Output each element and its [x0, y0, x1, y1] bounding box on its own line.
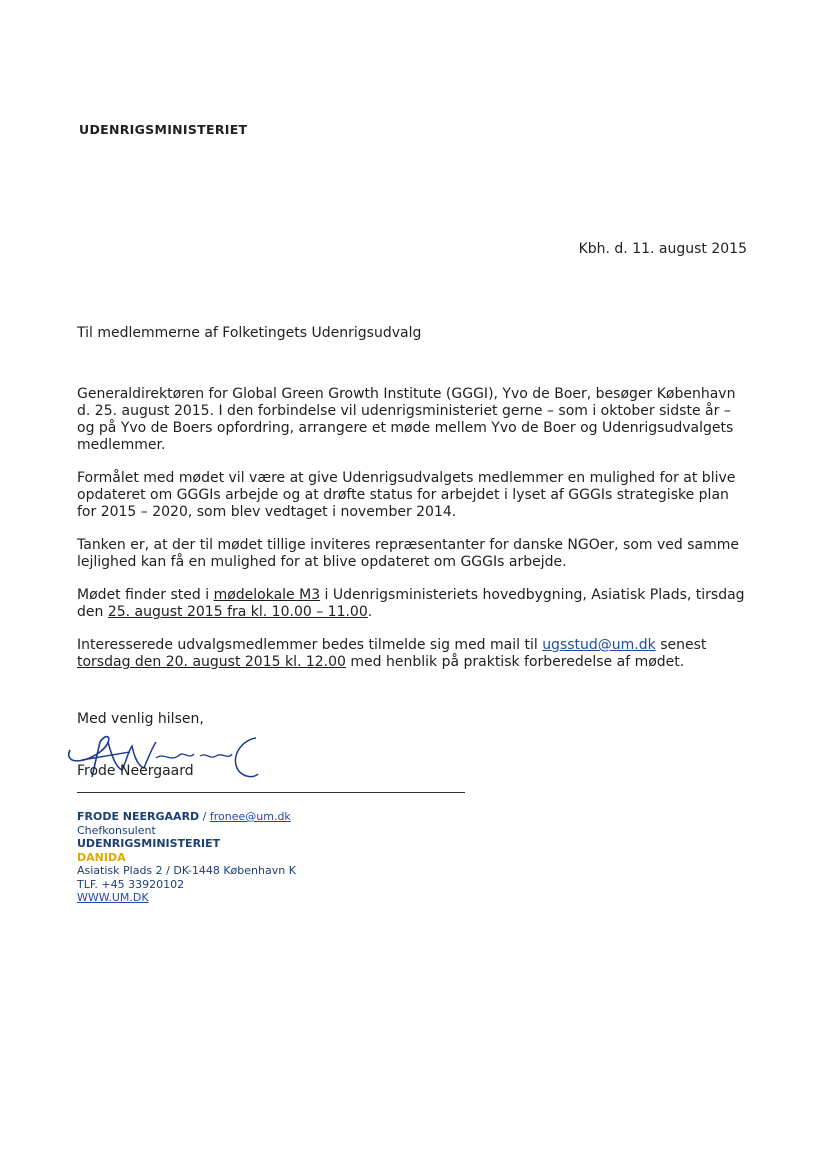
footer-phone: TLF. +45 33920102 [77, 877, 185, 891]
paragraph-2: Formålet med mødet vil være at give Udenrigsudvalgets medlemmer en mulighed for at blive opdateret om GGGIs arbejde og at drøfte status for arbejdet i lyset af GGGIs strategiske plan for 2015 – 2020, som blev vedtaget i november 2014. [77, 470, 736, 520]
paragraph-3: Tanken er, at der til mødet tillige inviteres repræsentanter for danske NGOer, som ved samme lejlighed kan få en mulighed for at blive opdateret om GGGIs arbejde. [77, 537, 739, 570]
p5-text-c: med henblik på praktisk forberedelse af mødet. [345, 654, 685, 670]
footer-unit: DANIDA [77, 850, 126, 864]
footer-contact [77, 810, 296, 905]
footer-email-link[interactable]: fronee@um.dk [209, 810, 291, 823]
handwritten-signature [60, 722, 270, 792]
closing-salutation: Med venlig hilsen, [77, 711, 204, 727]
paragraph-1: Generaldirektøren for Global Green Growth Institute (GGGI), Yvo de Boer, besøger København d. 25. august 2015. I den forbindelse vil udenrigsministeriet gerne – som i oktober sidste år – og på Yvo de Boers opfordring, arrangere et møde mellem Yvo de Boer og Udenrigsudvalgets medlemmer. [77, 386, 736, 453]
p4-text-a: Mødet finder sted i [77, 587, 214, 603]
paragraph-4 [77, 587, 752, 621]
recipient-line: Til medlemmerne af Folketingets Udenrigsudvalg [77, 325, 422, 341]
footer-address: Asiatisk Plads 2 / DK-1448 København K [77, 864, 296, 877]
footer-title: Chefkonsulent [77, 823, 156, 837]
signup-deadline: torsdag den 20. august 2015 kl. 12.00 [77, 654, 346, 670]
ministry-header: UDENRIGSMINISTERIET [79, 122, 248, 137]
signup-email-link[interactable]: ugsstud@um.dk [542, 637, 656, 653]
meeting-room: mødelokale M3 [213, 587, 321, 603]
footer-name: FRODE NEERGAARD [77, 810, 200, 823]
signer-name: Frode Neergaard [77, 763, 194, 779]
paragraph-5 [77, 637, 752, 671]
footer-separator: / [199, 810, 210, 823]
signature-divider [77, 792, 465, 793]
p4-text-b: i Udenrigsministeriets hovedbygning, Asiatisk Plads, tirsdag den [77, 587, 745, 620]
footer-web-link[interactable]: WWW.UM.DK [77, 891, 149, 904]
footer-name-line [77, 810, 296, 824]
meeting-time: 25. august 2015 fra kl. 10.00 – 11.00 [107, 604, 368, 620]
p5-text-a: Interesserede udvalgsmedlemmer bedes tilmelde sig med mail til [77, 637, 543, 653]
p4-text-c: . [367, 604, 373, 620]
footer-ministry: UDENRIGSMINISTERIET [77, 837, 221, 850]
p5-text-b: senest [655, 637, 707, 653]
letter-body [77, 325, 752, 687]
letter-date: Kbh. d. 11. august 2015 [578, 241, 747, 257]
